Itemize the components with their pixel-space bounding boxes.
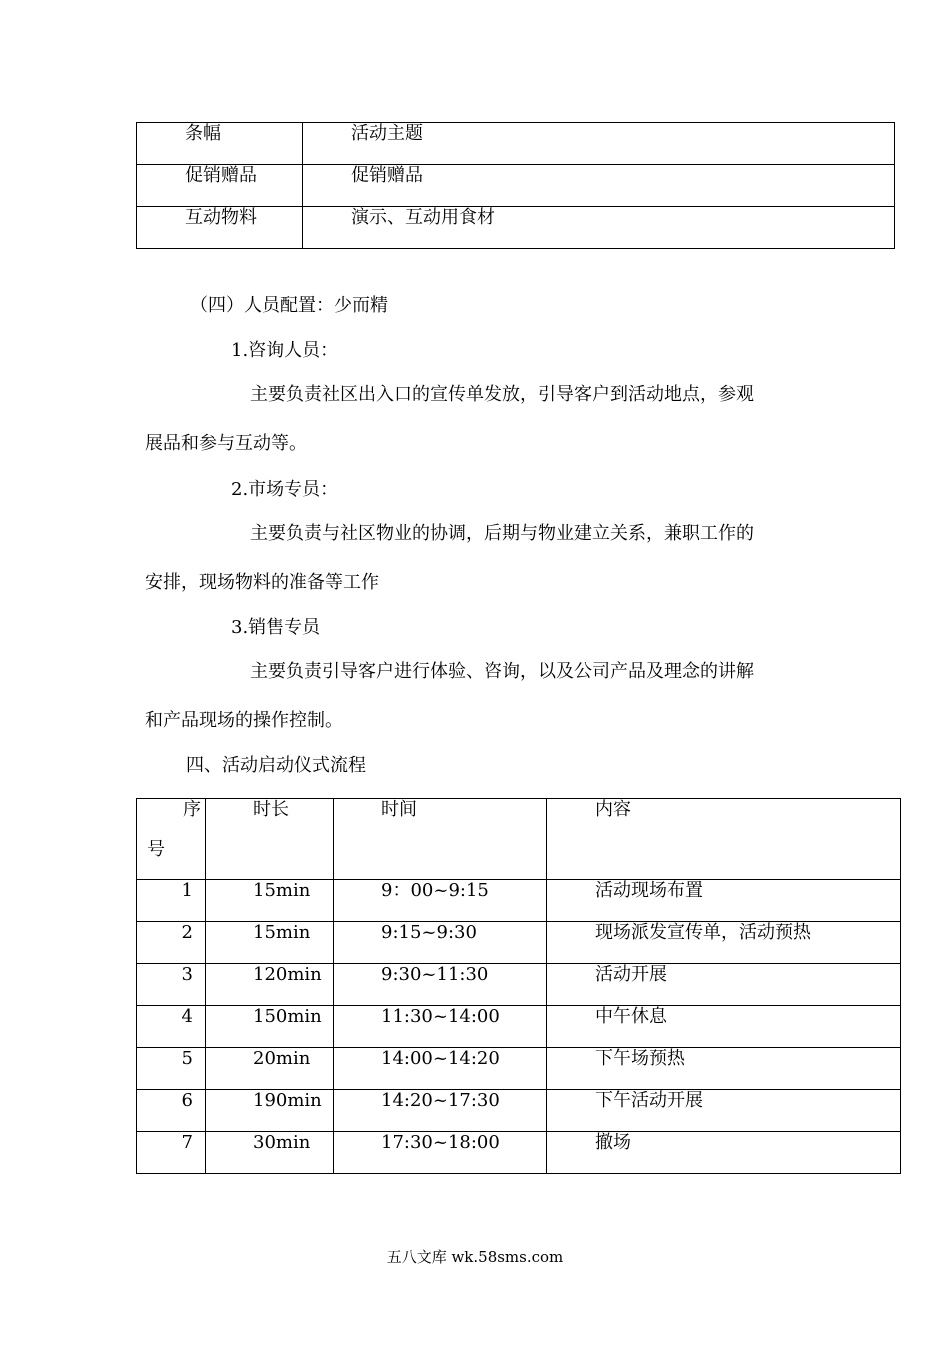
row-duration: 120min [253,964,322,985]
row-content: 活动现场布置 [595,880,703,901]
material-content: 活动主题 [351,123,423,144]
row-duration: 30min [253,1132,311,1153]
table-row [137,165,895,207]
role-description-cont: 安排，现场物料的准备等工作 [145,572,379,593]
content-cell [547,1132,901,1174]
row-duration: 150min [253,1006,322,1027]
material-item-cell [137,165,303,207]
no-cell [137,1090,206,1132]
header-content-cell [547,799,901,880]
header-no-cell [137,799,206,880]
header-time: 时间 [381,799,417,820]
duration-cell [206,1090,334,1132]
time-cell [334,1090,547,1132]
time-cell [334,922,547,964]
row-content: 下午活动开展 [595,1090,703,1111]
row-duration: 15min [253,922,311,943]
row-time: 9:15~9:30 [381,922,477,943]
row-no: 6 [181,1090,193,1111]
role-description: 主要负责引导客户进行体验、咨询，以及公司产品及理念的讲解 [250,661,754,682]
material-item: 促销赠品 [185,165,257,186]
row-no: 2 [181,922,193,943]
header-content: 内容 [595,799,631,820]
role-description: 主要负责社区出入口的宣传单发放，引导客户到活动地点，参观 [250,384,754,405]
material-content: 促销赠品 [351,165,423,186]
table-row [137,964,901,1006]
duration-cell [206,1048,334,1090]
row-content: 活动开展 [595,964,667,985]
time-cell [334,1132,547,1174]
role-description-cont: 展品和参与互动等。 [145,433,307,454]
row-time: 17:30~18:00 [381,1132,500,1153]
table-row [137,1048,901,1090]
row-duration: 20min [253,1048,311,1069]
table-row [137,207,895,249]
flow-heading: 四、活动启动仪式流程 [186,755,366,776]
row-time: 9：00~9:15 [381,880,489,901]
no-cell [137,1048,206,1090]
header-no-line1: 序 [183,799,201,820]
content-cell [547,1006,901,1048]
row-no: 1 [181,880,193,901]
row-content: 现场派发宣传单，活动预热 [595,922,811,943]
duration-cell [206,1006,334,1048]
table-row [137,123,895,165]
row-content: 下午场预热 [595,1048,685,1069]
header-duration-cell [206,799,334,880]
table-row [137,1006,901,1048]
row-duration: 190min [253,1090,322,1111]
header-time-cell [334,799,547,880]
row-duration: 15min [253,880,311,901]
header-duration: 时长 [253,799,289,820]
duration-cell [206,1132,334,1174]
content-cell [547,1090,901,1132]
material-content-cell [303,207,895,249]
no-cell [137,1006,206,1048]
time-cell [334,964,547,1006]
table-row [137,880,901,922]
row-content: 中午休息 [595,1006,667,1027]
duration-cell [206,922,334,964]
duration-cell [206,880,334,922]
table-row [137,1090,901,1132]
no-cell [137,922,206,964]
role-title: 1.咨询人员： [231,340,339,361]
row-time: 14:20~17:30 [381,1090,500,1111]
content-cell [547,880,901,922]
row-time: 11:30~14:00 [381,1006,500,1027]
table-header-row [137,799,901,880]
row-content: 撤场 [595,1132,631,1153]
no-cell [137,964,206,1006]
time-cell [334,1006,547,1048]
time-cell [334,1048,547,1090]
row-time: 9:30~11:30 [381,964,489,985]
schedule-table [136,798,901,1174]
row-no: 4 [181,1006,193,1027]
material-content-cell [303,165,895,207]
material-item-cell [137,207,303,249]
staffing-heading: （四）人员配置：少而精 [190,295,388,316]
time-cell [334,880,547,922]
material-item: 互动物料 [185,207,257,228]
role-description: 主要负责与社区物业的协调，后期与物业建立关系，兼职工作的 [250,523,754,544]
content-cell [547,964,901,1006]
content-cell [547,1048,901,1090]
material-content-cell [303,123,895,165]
header-no-line2: 号 [147,839,165,860]
material-content: 演示、互动用食材 [351,207,495,228]
materials-table [136,122,895,249]
role-title: 3.销售专员 [231,617,321,638]
no-cell [137,880,206,922]
row-no: 7 [181,1132,193,1153]
table-row [137,1132,901,1174]
no-cell [137,1132,206,1174]
material-item: 条幅 [185,123,221,144]
row-no: 3 [181,964,193,985]
row-time: 14:00~14:20 [381,1048,500,1069]
role-title: 2.市场专员： [231,479,339,500]
role-description-cont: 和产品现场的操作控制。 [145,710,343,731]
duration-cell [206,964,334,1006]
page-footer: 五八文库 wk.58sms.com [386,1248,564,1266]
content-cell [547,922,901,964]
table-row [137,922,901,964]
material-item-cell [137,123,303,165]
row-no: 5 [181,1048,193,1069]
